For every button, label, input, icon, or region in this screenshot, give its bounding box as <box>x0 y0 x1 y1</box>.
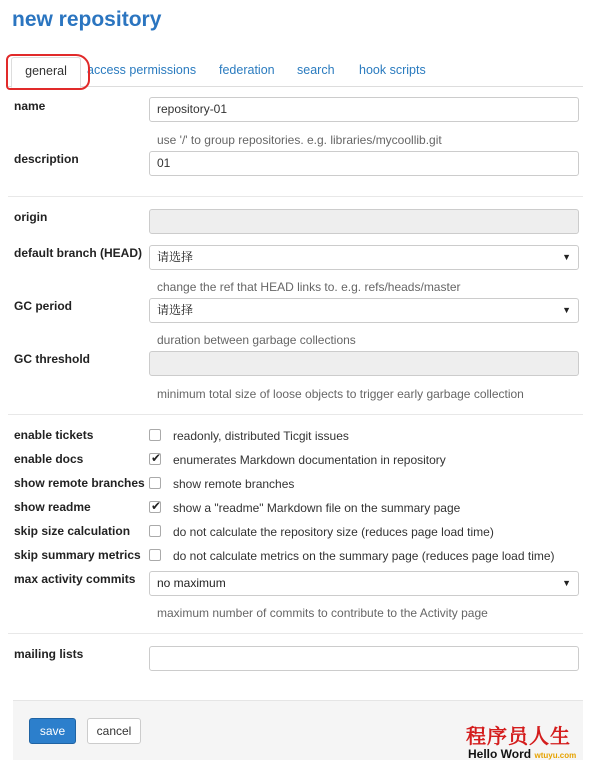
watermark-title: 程序员人生 <box>466 726 571 748</box>
divider <box>8 633 583 634</box>
gc-period-label: GC period <box>14 299 73 313</box>
description-input[interactable]: 01 <box>149 151 579 176</box>
gc-threshold-label: GC threshold <box>14 352 91 366</box>
enable-docs-label: enable docs <box>14 452 84 466</box>
max-activity-commits-value: no maximum <box>157 576 226 590</box>
skip-summary-metrics-label: skip summary metrics <box>14 548 141 562</box>
name-label: name <box>14 99 46 113</box>
mailing-lists-input[interactable] <box>149 646 579 671</box>
max-activity-commits-help: maximum number of commits to contribute to the Activity page <box>157 606 488 620</box>
page-title: new repository <box>12 8 162 31</box>
show-remote-branches-label: show remote branches <box>14 476 145 490</box>
divider <box>8 414 583 415</box>
origin-label: origin <box>14 210 48 224</box>
gc-period-help: duration between garbage collections <box>157 333 356 347</box>
gc-period-value: 请选择 <box>157 303 194 317</box>
watermark-hello: Hello Word <box>468 747 532 761</box>
skip-size-calculation-description: do not calculate the repository size (reduces page load time) <box>173 525 494 539</box>
max-activity-commits-label: max activity commits <box>14 572 136 586</box>
default-branch-select[interactable] <box>149 245 579 270</box>
description-label: description <box>14 152 79 166</box>
enable-docs-description: enumerates Markdown documentation in repository <box>173 453 446 467</box>
show-readme-description: show a "readme" Markdown file on the summary page <box>173 501 461 515</box>
origin-input <box>149 209 579 234</box>
tab-bar <box>8 57 583 87</box>
max-activity-commits-select[interactable] <box>149 571 579 596</box>
mailing-lists-label: mailing lists <box>14 647 84 661</box>
tab-search[interactable]: search <box>297 63 335 77</box>
gc-threshold-help: minimum total size of loose objects to trigger early garbage collection <box>157 387 524 401</box>
skip-size-calculation-label: skip size calculation <box>14 524 131 538</box>
skip-summary-metrics-description: do not calculate metrics on the summary page (reduces page load time) <box>173 549 555 563</box>
name-input[interactable]: repository-01 <box>149 97 579 122</box>
show-remote-branches-checkbox[interactable] <box>149 477 161 489</box>
gc-threshold-input[interactable] <box>149 351 579 376</box>
check-icon: ✔ <box>151 451 162 465</box>
tab-federation[interactable]: federation <box>219 63 275 77</box>
show-readme-label: show readme <box>14 500 91 514</box>
dropdown-arrow-icon: ▼ <box>562 252 571 262</box>
enable-tickets-label: enable tickets <box>14 428 94 442</box>
skip-size-calculation-checkbox[interactable] <box>149 525 161 537</box>
dropdown-arrow-icon: ▼ <box>562 578 571 588</box>
enable-docs-checkbox[interactable] <box>149 453 161 465</box>
check-icon: ✔ <box>151 499 162 513</box>
dropdown-arrow-icon: ▼ <box>562 305 571 315</box>
gc-period-select[interactable] <box>149 298 579 323</box>
tab-general[interactable]: general <box>11 57 81 88</box>
default-branch-help: change the ref that HEAD links to. e.g. refs/heads/master <box>157 280 461 294</box>
divider <box>8 196 583 197</box>
default-branch-label: default branch (HEAD) <box>14 246 143 260</box>
enable-tickets-checkbox[interactable] <box>149 429 161 441</box>
enable-tickets-description: readonly, distributed Ticgit issues <box>173 429 349 443</box>
cancel-button[interactable]: cancel <box>87 718 141 744</box>
save-button[interactable]: save <box>29 718 76 744</box>
tab-hook-scripts[interactable]: hook scripts <box>359 63 426 77</box>
show-remote-branches-description: show remote branches <box>173 477 295 491</box>
watermark-subtitle <box>468 747 576 761</box>
name-help: use '/' to group repositories. e.g. libraries/mycoollib.git <box>157 133 442 147</box>
default-branch-value: 请选择 <box>157 250 194 264</box>
tab-access-permissions[interactable]: access permissions <box>87 63 197 77</box>
show-readme-checkbox[interactable] <box>149 501 161 513</box>
skip-summary-metrics-checkbox[interactable] <box>149 549 161 561</box>
watermark-url: wtuyu.com <box>534 751 577 760</box>
